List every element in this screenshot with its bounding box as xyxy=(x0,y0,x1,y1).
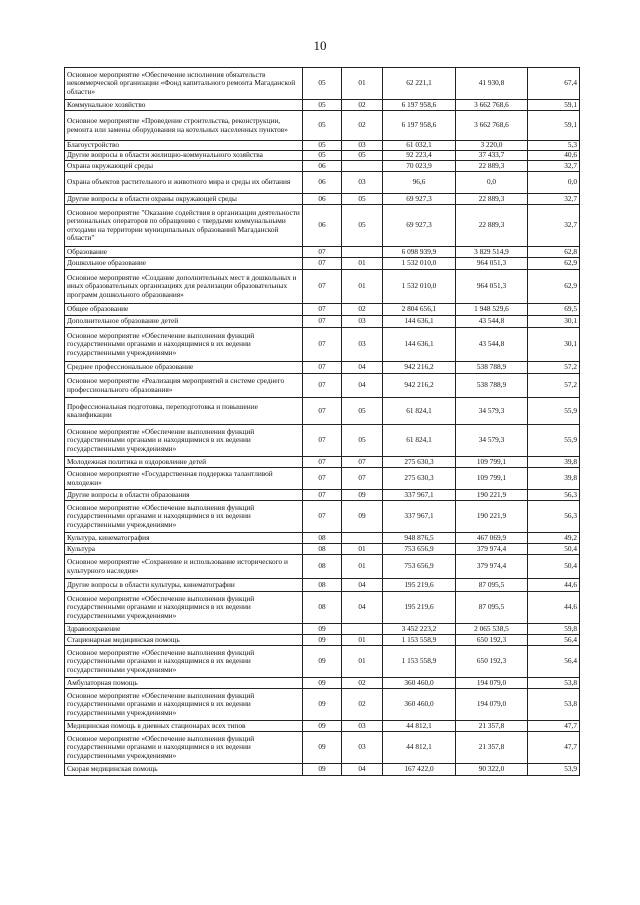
table-row xyxy=(65,732,580,764)
execution-percent-cell: 32,7 xyxy=(528,161,580,172)
actual-amount-cell: 34 579,3 xyxy=(456,425,528,457)
row-name-cell: Образование xyxy=(65,247,303,258)
execution-percent-cell: 44,6 xyxy=(528,579,580,592)
execution-percent-cell: 69,5 xyxy=(528,304,580,316)
section-code-cell: 08 xyxy=(303,533,342,544)
subsection-code-cell: 05 xyxy=(342,425,383,457)
row-name-cell: Охрана окружающей среды xyxy=(65,161,303,172)
table-row xyxy=(65,111,580,141)
section-code-cell: 07 xyxy=(303,362,342,374)
section-code-cell: 05 xyxy=(303,100,342,111)
subsection-code-cell: 05 xyxy=(342,205,383,247)
actual-amount-cell: 34 579,3 xyxy=(456,398,528,425)
planned-amount-cell: 337 967,1 xyxy=(383,501,456,533)
actual-amount-cell: 41 930,8 xyxy=(456,68,528,100)
row-name-cell: Молодежная политика и оздоровление детей xyxy=(65,457,303,468)
planned-amount-cell: 167 422,0 xyxy=(383,764,456,776)
actual-amount-cell: 190 221,9 xyxy=(456,490,528,501)
section-code-cell: 07 xyxy=(303,374,342,398)
actual-amount-cell: 194 079,0 xyxy=(456,678,528,689)
subsection-code-cell: 02 xyxy=(342,304,383,316)
row-name-cell: Здравоохранение xyxy=(65,624,303,635)
section-code-cell: 08 xyxy=(303,544,342,555)
actual-amount-cell: 109 799,1 xyxy=(456,468,528,490)
actual-amount-cell: 21 357,8 xyxy=(456,732,528,764)
subsection-code-cell: 01 xyxy=(342,270,383,304)
planned-amount-cell: 70 023,9 xyxy=(383,161,456,172)
planned-amount-cell: 144 636,1 xyxy=(383,328,456,362)
subsection-code-cell xyxy=(342,247,383,258)
actual-amount-cell: 0,0 xyxy=(456,172,528,194)
table-row xyxy=(65,425,580,457)
row-name-cell: Охрана объектов растительного и животного мира и среды их обитания xyxy=(65,172,303,194)
planned-amount-cell: 61 824,1 xyxy=(383,425,456,457)
table-row xyxy=(65,468,580,490)
actual-amount-cell: 379 974,4 xyxy=(456,555,528,579)
planned-amount-cell: 69 927,3 xyxy=(383,194,456,205)
actual-amount-cell: 964 051,3 xyxy=(456,258,528,270)
budget-table-body xyxy=(65,68,580,776)
subsection-code-cell: 04 xyxy=(342,579,383,592)
actual-amount-cell: 3 220,0 xyxy=(456,141,528,151)
row-name-cell: Другие вопросы в области образования xyxy=(65,490,303,501)
subsection-code-cell: 03 xyxy=(342,316,383,328)
execution-percent-cell: 49,2 xyxy=(528,533,580,544)
section-code-cell: 07 xyxy=(303,258,342,270)
table-row xyxy=(65,533,580,544)
planned-amount-cell: 61 032,1 xyxy=(383,141,456,151)
planned-amount-cell: 942 216,2 xyxy=(383,362,456,374)
page-number: 10 xyxy=(313,38,327,53)
section-code-cell: 09 xyxy=(303,721,342,732)
execution-percent-cell: 50,4 xyxy=(528,555,580,579)
actual-amount-cell: 1 948 529,6 xyxy=(456,304,528,316)
subsection-code-cell: 02 xyxy=(342,678,383,689)
table-row xyxy=(65,258,580,270)
row-name-cell: Основное мероприятие «Обеспечение выполнения функций государственными органами и находящимися в их ведении государственными учреждениями» xyxy=(65,328,303,362)
planned-amount-cell: 360 460,0 xyxy=(383,678,456,689)
planned-amount-cell: 44 812,1 xyxy=(383,732,456,764)
section-code-cell: 07 xyxy=(303,501,342,533)
table-row xyxy=(65,689,580,721)
execution-percent-cell: 56,4 xyxy=(528,635,580,646)
section-code-cell: 08 xyxy=(303,579,342,592)
execution-percent-cell: 5,3 xyxy=(528,141,580,151)
table-row xyxy=(65,141,580,151)
subsection-code-cell: 04 xyxy=(342,764,383,776)
subsection-code-cell: 03 xyxy=(342,141,383,151)
row-name-cell: Основное мероприятие «Реализация мероприятий в системе среднего профессионального образования» xyxy=(65,374,303,398)
section-code-cell: 07 xyxy=(303,398,342,425)
table-row xyxy=(65,68,580,100)
section-code-cell: 07 xyxy=(303,425,342,457)
table-row xyxy=(65,151,580,161)
execution-percent-cell: 32,7 xyxy=(528,194,580,205)
planned-amount-cell: 1 532 010,0 xyxy=(383,270,456,304)
execution-percent-cell: 56,3 xyxy=(528,501,580,533)
actual-amount-cell: 3 829 514,9 xyxy=(456,247,528,258)
actual-amount-cell: 2 065 538,5 xyxy=(456,624,528,635)
subsection-code-cell: 04 xyxy=(342,362,383,374)
table-row xyxy=(65,247,580,258)
row-name-cell: Основное мероприятие «Обеспечение выполнения функций государственными органами и находящимися в их ведении государственными учреждениями» xyxy=(65,425,303,457)
subsection-code-cell xyxy=(342,624,383,635)
execution-percent-cell: 53,8 xyxy=(528,678,580,689)
actual-amount-cell: 379 974,4 xyxy=(456,544,528,555)
execution-percent-cell: 62,9 xyxy=(528,270,580,304)
execution-percent-cell: 50,4 xyxy=(528,544,580,555)
execution-percent-cell: 56,3 xyxy=(528,490,580,501)
table-row xyxy=(65,457,580,468)
execution-percent-cell: 32,7 xyxy=(528,205,580,247)
table-row xyxy=(65,764,580,776)
planned-amount-cell: 6 197 958,6 xyxy=(383,111,456,141)
row-name-cell: Коммунальное хозяйство xyxy=(65,100,303,111)
row-name-cell: Стационарная медицинская помощь xyxy=(65,635,303,646)
row-name-cell: Основное мероприятие «Государственная поддержка талантливой молодежи» xyxy=(65,468,303,490)
planned-amount-cell: 948 876,5 xyxy=(383,533,456,544)
section-code-cell: 05 xyxy=(303,68,342,100)
planned-amount-cell: 2 804 656,1 xyxy=(383,304,456,316)
section-code-cell: 08 xyxy=(303,592,342,624)
section-code-cell: 09 xyxy=(303,624,342,635)
actual-amount-cell: 37 433,7 xyxy=(456,151,528,161)
subsection-code-cell: 09 xyxy=(342,490,383,501)
table-row xyxy=(65,592,580,624)
actual-amount-cell: 87 095,5 xyxy=(456,579,528,592)
planned-amount-cell: 337 967,1 xyxy=(383,490,456,501)
planned-amount-cell: 1 153 558,9 xyxy=(383,635,456,646)
table-row xyxy=(65,490,580,501)
section-code-cell: 06 xyxy=(303,172,342,194)
actual-amount-cell: 22 889,3 xyxy=(456,205,528,247)
budget-table xyxy=(64,67,580,776)
table-row xyxy=(65,555,580,579)
execution-percent-cell: 30,1 xyxy=(528,316,580,328)
execution-percent-cell: 55,9 xyxy=(528,425,580,457)
planned-amount-cell: 360 460,0 xyxy=(383,689,456,721)
section-code-cell: 09 xyxy=(303,689,342,721)
execution-percent-cell: 39,8 xyxy=(528,457,580,468)
subsection-code-cell: 04 xyxy=(342,592,383,624)
row-name-cell: Общее образование xyxy=(65,304,303,316)
actual-amount-cell: 87 095,5 xyxy=(456,592,528,624)
row-name-cell: Основное мероприятие «Обеспечение выполнения функций государственными органами и находящимися в их ведении государственными учреждениями» xyxy=(65,732,303,764)
section-code-cell: 07 xyxy=(303,304,342,316)
row-name-cell: Культура, кинематография xyxy=(65,533,303,544)
planned-amount-cell: 195 219,6 xyxy=(383,592,456,624)
section-code-cell: 07 xyxy=(303,490,342,501)
actual-amount-cell: 650 192,3 xyxy=(456,635,528,646)
execution-percent-cell: 53,8 xyxy=(528,689,580,721)
actual-amount-cell: 3 662 768,6 xyxy=(456,100,528,111)
row-name-cell: Основное мероприятие «Обеспечение выполнения функций государственными органами и находящимися в их ведении государственными учреждениями» xyxy=(65,646,303,678)
row-name-cell: Основное мероприятие "Оказание содействия в организации деятельности региональных операторов по обращению с твердыми коммунальными отходами на территории муниципальных образований Магаданской области" xyxy=(65,205,303,247)
row-name-cell: Амбулаторная помощь xyxy=(65,678,303,689)
section-code-cell: 05 xyxy=(303,151,342,161)
planned-amount-cell: 1 532 010,0 xyxy=(383,258,456,270)
actual-amount-cell: 43 544,8 xyxy=(456,328,528,362)
row-name-cell: Основное мероприятие «Создание дополнительных мест в дошкольных и иных образовательных организациях для реализации образовательных программ дошкольного образования» xyxy=(65,270,303,304)
planned-amount-cell: 1 153 558,9 xyxy=(383,646,456,678)
planned-amount-cell: 753 656,9 xyxy=(383,555,456,579)
execution-percent-cell: 59,1 xyxy=(528,100,580,111)
subsection-code-cell: 02 xyxy=(342,689,383,721)
subsection-code-cell: 02 xyxy=(342,100,383,111)
section-code-cell: 09 xyxy=(303,678,342,689)
execution-percent-cell: 59,8 xyxy=(528,624,580,635)
section-code-cell: 07 xyxy=(303,457,342,468)
table-row xyxy=(65,721,580,732)
section-code-cell: 05 xyxy=(303,141,342,151)
execution-percent-cell: 67,4 xyxy=(528,68,580,100)
actual-amount-cell: 467 069,9 xyxy=(456,533,528,544)
table-row xyxy=(65,270,580,304)
planned-amount-cell: 61 824,1 xyxy=(383,398,456,425)
section-code-cell: 07 xyxy=(303,270,342,304)
execution-percent-cell: 53,9 xyxy=(528,764,580,776)
planned-amount-cell: 3 452 223,2 xyxy=(383,624,456,635)
actual-amount-cell: 538 788,9 xyxy=(456,362,528,374)
subsection-code-cell: 03 xyxy=(342,732,383,764)
planned-amount-cell: 6 197 958,6 xyxy=(383,100,456,111)
planned-amount-cell: 92 223,4 xyxy=(383,151,456,161)
row-name-cell: Другие вопросы в области культуры, кинематографии xyxy=(65,579,303,592)
row-name-cell: Основное мероприятие «Проведение строительства, реконструкции, ремонта или замены оборудования на котельных населенных пунктов» xyxy=(65,111,303,141)
section-code-cell: 09 xyxy=(303,764,342,776)
table-row xyxy=(65,362,580,374)
subsection-code-cell: 01 xyxy=(342,544,383,555)
section-code-cell: 07 xyxy=(303,468,342,490)
section-code-cell: 06 xyxy=(303,161,342,172)
subsection-code-cell: 03 xyxy=(342,328,383,362)
actual-amount-cell: 190 221,9 xyxy=(456,501,528,533)
subsection-code-cell: 01 xyxy=(342,258,383,270)
table-row xyxy=(65,316,580,328)
actual-amount-cell: 650 192,3 xyxy=(456,646,528,678)
subsection-code-cell: 05 xyxy=(342,151,383,161)
actual-amount-cell: 194 079,0 xyxy=(456,689,528,721)
execution-percent-cell: 44,6 xyxy=(528,592,580,624)
table-row xyxy=(65,205,580,247)
subsection-code-cell: 01 xyxy=(342,68,383,100)
section-code-cell: 09 xyxy=(303,646,342,678)
planned-amount-cell: 942 216,2 xyxy=(383,374,456,398)
table-row xyxy=(65,544,580,555)
row-name-cell: Благоустройство xyxy=(65,141,303,151)
table-row xyxy=(65,646,580,678)
table-row xyxy=(65,635,580,646)
table-row xyxy=(65,624,580,635)
planned-amount-cell: 275 630,3 xyxy=(383,457,456,468)
table-row xyxy=(65,304,580,316)
section-code-cell: 09 xyxy=(303,635,342,646)
execution-percent-cell: 57,2 xyxy=(528,374,580,398)
actual-amount-cell: 90 322,0 xyxy=(456,764,528,776)
execution-percent-cell: 62,8 xyxy=(528,247,580,258)
table-row xyxy=(65,100,580,111)
subsection-code-cell: 03 xyxy=(342,721,383,732)
row-name-cell: Основное мероприятие «Обеспечение исполнения обязательств некоммерческой организации «Фонд капитального ремонта Магаданской области» xyxy=(65,68,303,100)
planned-amount-cell: 195 219,6 xyxy=(383,579,456,592)
table-row xyxy=(65,328,580,362)
planned-amount-cell: 753 656,9 xyxy=(383,544,456,555)
planned-amount-cell: 6 098 939,9 xyxy=(383,247,456,258)
subsection-code-cell: 02 xyxy=(342,111,383,141)
table-row xyxy=(65,161,580,172)
actual-amount-cell: 22 889,3 xyxy=(456,161,528,172)
section-code-cell: 05 xyxy=(303,111,342,141)
table-row xyxy=(65,398,580,425)
table-row xyxy=(65,172,580,194)
table-row xyxy=(65,374,580,398)
execution-percent-cell: 55,9 xyxy=(528,398,580,425)
planned-amount-cell: 144 636,1 xyxy=(383,316,456,328)
planned-amount-cell: 69 927,3 xyxy=(383,205,456,247)
actual-amount-cell: 43 544,8 xyxy=(456,316,528,328)
subsection-code-cell: 01 xyxy=(342,555,383,579)
section-code-cell: 07 xyxy=(303,316,342,328)
subsection-code-cell: 04 xyxy=(342,374,383,398)
actual-amount-cell: 21 357,8 xyxy=(456,721,528,732)
row-name-cell: Медицинская помощь в дневных стационарах всех типов xyxy=(65,721,303,732)
row-name-cell: Скорая медицинская помощь xyxy=(65,764,303,776)
section-code-cell: 06 xyxy=(303,205,342,247)
section-code-cell: 07 xyxy=(303,247,342,258)
execution-percent-cell: 56,4 xyxy=(528,646,580,678)
execution-percent-cell: 39,8 xyxy=(528,468,580,490)
section-code-cell: 09 xyxy=(303,732,342,764)
subsection-code-cell xyxy=(342,161,383,172)
table-row xyxy=(65,678,580,689)
execution-percent-cell: 0,0 xyxy=(528,172,580,194)
row-name-cell: Другие вопросы в области жилищно-коммунального хозяйства xyxy=(65,151,303,161)
row-name-cell: Культура xyxy=(65,544,303,555)
execution-percent-cell: 30,1 xyxy=(528,328,580,362)
row-name-cell: Среднее профессиональное образование xyxy=(65,362,303,374)
table-row xyxy=(65,194,580,205)
subsection-code-cell: 01 xyxy=(342,635,383,646)
row-name-cell: Основное мероприятие «Обеспечение выполнения функций государственными органами и находящимися в их ведении государственными учреждениями» xyxy=(65,501,303,533)
row-name-cell: Профессиональная подготовка, переподготовка и повышение квалификации xyxy=(65,398,303,425)
subsection-code-cell: 05 xyxy=(342,398,383,425)
actual-amount-cell: 22 889,3 xyxy=(456,194,528,205)
execution-percent-cell: 57,2 xyxy=(528,362,580,374)
section-code-cell: 07 xyxy=(303,328,342,362)
section-code-cell: 06 xyxy=(303,194,342,205)
planned-amount-cell: 275 630,3 xyxy=(383,468,456,490)
execution-percent-cell: 40,6 xyxy=(528,151,580,161)
execution-percent-cell: 47,7 xyxy=(528,721,580,732)
subsection-code-cell: 07 xyxy=(342,457,383,468)
actual-amount-cell: 964 051,3 xyxy=(456,270,528,304)
row-name-cell: Дополнительное образование детей xyxy=(65,316,303,328)
planned-amount-cell: 62 221,1 xyxy=(383,68,456,100)
subsection-code-cell: 05 xyxy=(342,194,383,205)
subsection-code-cell: 03 xyxy=(342,172,383,194)
planned-amount-cell: 96,6 xyxy=(383,172,456,194)
table-row xyxy=(65,579,580,592)
execution-percent-cell: 47,7 xyxy=(528,732,580,764)
subsection-code-cell xyxy=(342,533,383,544)
table-row xyxy=(65,501,580,533)
actual-amount-cell: 538 788,9 xyxy=(456,374,528,398)
row-name-cell: Дошкольное образование xyxy=(65,258,303,270)
subsection-code-cell: 01 xyxy=(342,646,383,678)
actual-amount-cell: 109 799,1 xyxy=(456,457,528,468)
planned-amount-cell: 44 812,1 xyxy=(383,721,456,732)
actual-amount-cell: 3 662 768,6 xyxy=(456,111,528,141)
execution-percent-cell: 59,1 xyxy=(528,111,580,141)
row-name-cell: Основное мероприятие «Обеспечение выполнения функций государственными органами и находящимися в их ведении государственными учреждениями» xyxy=(65,689,303,721)
row-name-cell: Другие вопросы в области охраны окружающей среды xyxy=(65,194,303,205)
execution-percent-cell: 62,9 xyxy=(528,258,580,270)
row-name-cell: Основное мероприятие «Обеспечение выполнения функций государственными органами и находящимися в их ведении государственными учреждениями» xyxy=(65,592,303,624)
subsection-code-cell: 09 xyxy=(342,501,383,533)
section-code-cell: 08 xyxy=(303,555,342,579)
row-name-cell: Основное мероприятие «Сохранение и использование исторического и культурного наследия» xyxy=(65,555,303,579)
subsection-code-cell: 07 xyxy=(342,468,383,490)
